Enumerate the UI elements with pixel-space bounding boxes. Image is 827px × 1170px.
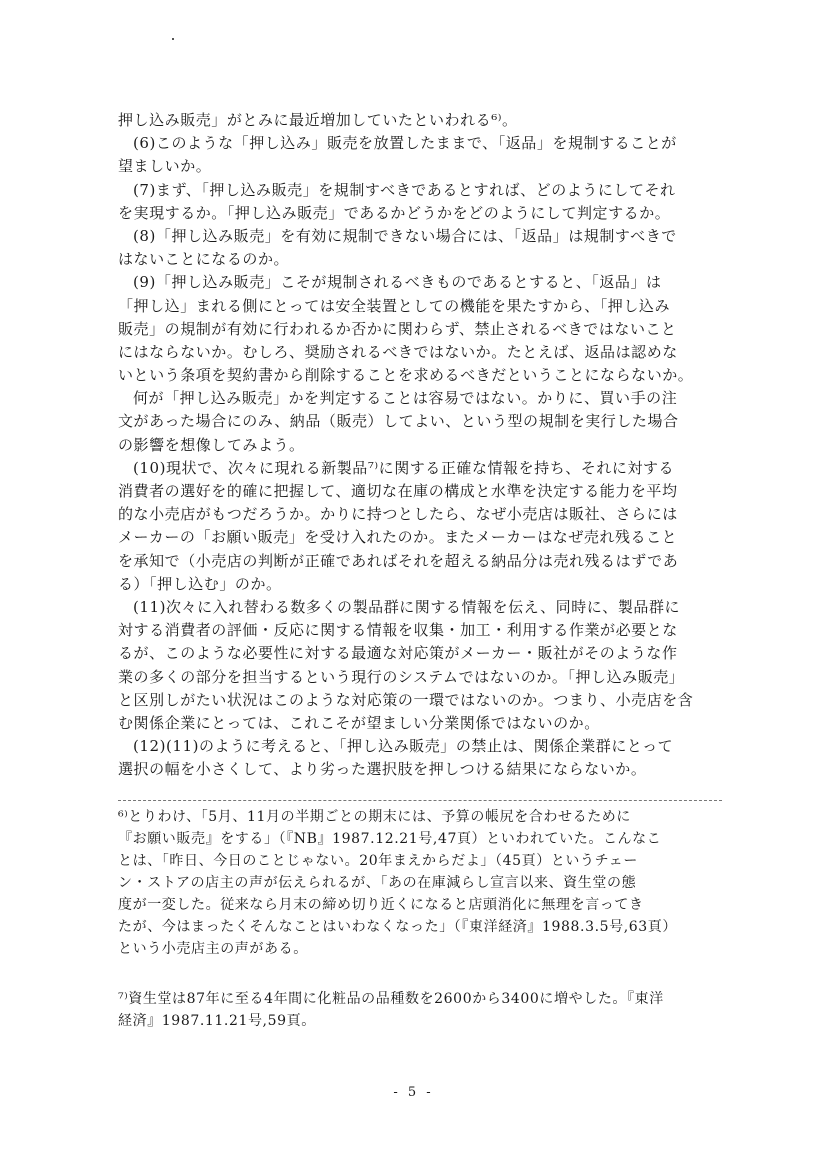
- text-line: (11)次々に入れ替わる数多くの製品群に関する情報を伝え、同時に、製品群に: [133, 597, 681, 616]
- text-line: 業の多くの部分を担当するという現行のシステムではないのか。「押し込み販売」: [118, 667, 685, 686]
- main-text: [118, 109, 722, 781]
- text-line: む関係企業にとっては、これこそが望ましい分業関係ではないのか。: [118, 713, 600, 732]
- text-line: 販売」の規制が有効に行われるか否かに関わらず、禁止されるべきではないこと: [118, 319, 677, 338]
- text-line: るが、このような必要性に対する最適な対応策がメーカー・販社がそのような作: [118, 644, 678, 663]
- footnote-6-line: という小売店主の声がある。: [118, 941, 308, 957]
- page-number: - 5 -: [393, 1085, 434, 1100]
- text-line: を実現するか。「押し込み販売」であるかどうかをどのようにして判定するか。: [118, 203, 671, 222]
- text-line: 選択の幅を小さくして、より劣った選択肢を押しつける結果にならないか。: [118, 760, 647, 779]
- footnotes: [118, 806, 722, 1032]
- text-line: (10)現状で、次々に現れる新製品⁷⁾に関する正確な情報を持ち、それに対する: [133, 458, 675, 477]
- text-line: (6)このような「押し込み」販売を放置したままで、「返品」を規制することが: [133, 134, 677, 153]
- text-line: メーカーの「お願い販売」を受け入れたのか。またメーカーはなぜ売れ残ること: [118, 528, 678, 547]
- text-line: 押し込み販売」がとみに最近増加していたといわれる⁶⁾。: [118, 111, 518, 129]
- text-line: 的な小売店がもつだろうか。かりに持つとしたら、なぜ小売店は販社、さらには: [118, 505, 678, 524]
- text-line: の影響を想像してみよう。: [118, 435, 305, 454]
- text-line: はないことになるのか。: [118, 250, 290, 269]
- footnote-6-line: たが、今はまったくそんなことはいわなくなった」（『東洋経済』1988.3.5号,63頁）: [118, 919, 678, 935]
- text-line: 対する消費者の評価・反応に関する情報を収集・加工・利用する作業が必要とな: [118, 621, 678, 640]
- footnote-6-line: 度が一変した。従来なら月末の締め切り近くになると店頭消化に無理を言ってき: [118, 897, 644, 913]
- text-line: を承知で（小売店の判断が正確であればそれを超える納品分は売れ残るはずであ: [118, 551, 679, 570]
- text-line: 何が「押し込み販売」かを判定することは容易ではない。かりに、買い手の注: [133, 389, 678, 408]
- footnote-6-line: ⁶⁾とりわけ、「5月、11月の半期ごとの期末には、予算の帳尻を合わせるために: [118, 809, 632, 825]
- text-line: にはならないか。むしろ、奨励されるべきではないか。たとえば、返品は認めな: [118, 342, 678, 361]
- footnote-gap: [118, 960, 722, 988]
- text-line: る）「押し込む」のか。: [118, 574, 282, 593]
- scan-speck: [172, 38, 174, 40]
- text-line: (9)「押し込み販売」こそが規制されるべきものであるとすると、「返品」は: [133, 273, 662, 292]
- text-line: 「押し込」まれる側にとっては安全装置としての機能を果たすから、「押し込み: [118, 296, 671, 315]
- text-line: いという条項を契約書から削除することを求めるべきだということにならないか。: [118, 366, 694, 385]
- footnote-7-line: ⁷⁾資生堂は87年に至る4年間に化粧品の品種数を2600から3400に増やした。『東洋: [118, 991, 664, 1007]
- footnote-7-line: 経済』1987.11.21号,59頁。: [118, 1013, 316, 1029]
- footnote-6-line: とは、「昨日、今日のことじゃない。20年まえからだよ」（45頁）というチェー: [118, 853, 639, 869]
- text-line: 文があった場合にのみ、納品（販売）してよい、という型の規制を実行した場合: [118, 412, 679, 431]
- footnote-6-line: ン・ストアの店主の声が伝えられるが、「あの在庫減らし宣言以来、資生堂の態: [118, 875, 637, 891]
- text-line: 消費者の選好を的確に把握して、適切な在庫の構成と水準を決定する能力を平均: [118, 482, 678, 500]
- text-line: 望ましいか。: [118, 157, 212, 176]
- text-line: (12)(11)のように考えると、「押し込み販売」の禁止は、関係企業群にとって: [133, 737, 674, 756]
- text-line: (7)まず、「押し込み販売」を規制すべきであるとすれば、どのようにしてそれ: [133, 180, 676, 199]
- text-line: (8)「押し込み販売」を有効に規制できない場合には、「返品」は規制すべきで: [133, 226, 677, 245]
- footnote-6-line: 『お願い販売』をする」（『NB』1987.12.21号,47頁）といわれていた。こんなこ: [118, 831, 662, 847]
- footnote-separator: [118, 800, 722, 802]
- text-line: と区別しがたい状況はこのような対応策の一環ではないのか。つまり、小売店を含: [118, 690, 694, 709]
